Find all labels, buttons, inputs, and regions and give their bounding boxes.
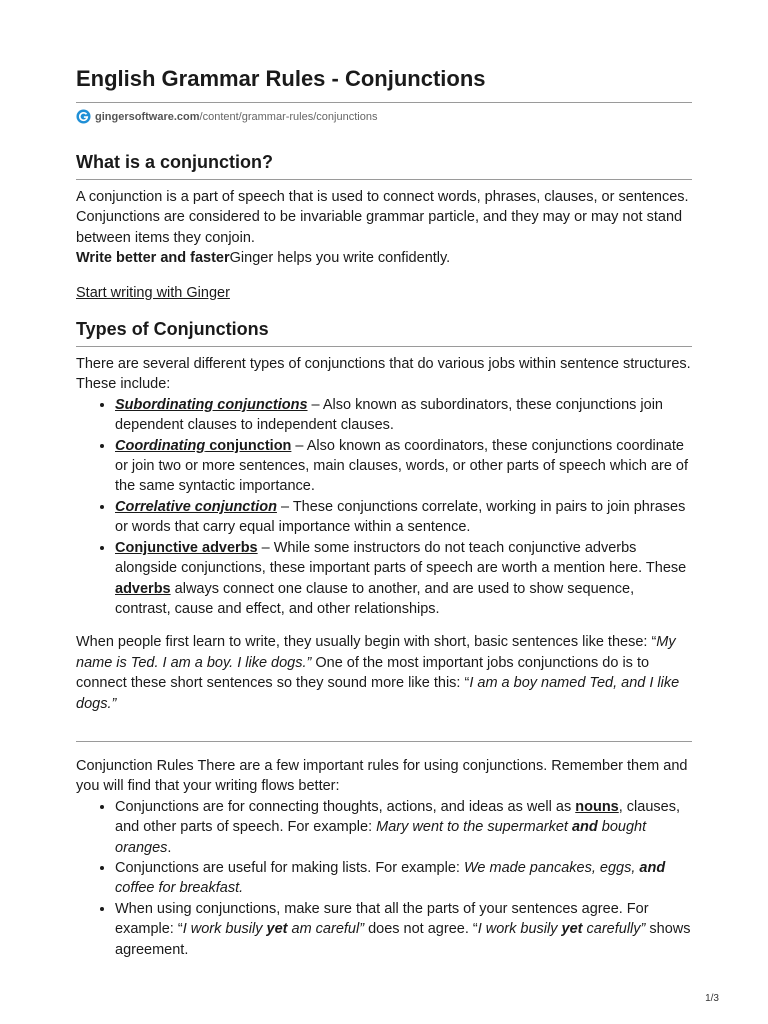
term-link[interactable]: Correlative conjunction bbox=[115, 498, 277, 515]
rules-list bbox=[76, 797, 692, 960]
promo-bold: Write better and faster bbox=[76, 250, 230, 267]
page-title: English Grammar Rules - Conjunctions bbox=[76, 64, 692, 103]
heading-what-is-conjunction: What is a conjunction? bbox=[76, 150, 692, 180]
term-link[interactable]: Subordinating conjunctions bbox=[115, 396, 308, 413]
term-link[interactable]: Conjunctive adverbs bbox=[115, 539, 258, 556]
page-number: 1/3 bbox=[705, 993, 719, 1004]
source-domain[interactable]: gingersoftware.com bbox=[95, 110, 200, 123]
term-link[interactable]: Coordinating bbox=[115, 437, 206, 454]
ginger-logo-icon bbox=[76, 109, 91, 124]
promo-line bbox=[76, 248, 692, 268]
promo-text: Ginger helps you write confidently. bbox=[229, 250, 451, 267]
example-paragraph: When people first learn to write, they usually begin with short, basic sentences like these: “My name is Ted. I am a boy. I like dogs.” One of the most important jobs conjunctions do is to connect these short sentences so they sound more like this: “I am a boy named Ted, and I like dogs.” bbox=[76, 634, 680, 712]
list-item: • Coordinating conjunction – Also known as coordinators, these conjunctions coordinate or join two or more sentences, main clauses, words, or other parts of speech which are of the same syntactic importance. bbox=[115, 436, 692, 497]
definition-paragraph: A conjunction is a part of speech that is used to connect words, phrases, clauses, or sentences. Conjunctions are considered to be invariable grammar particle, and they may or may not stand between items they conjoin. bbox=[76, 189, 689, 246]
heading-types-of-conjunctions: Types of Conjunctions bbox=[76, 317, 692, 347]
divider bbox=[76, 741, 692, 742]
start-writing-link[interactable]: Start writing with Ginger bbox=[76, 284, 230, 301]
list-item: • Conjunctions are for connecting thoughts, actions, and ideas as well as nouns, clauses, and other parts of speech. For example: Mary went to the supermarket and bought oranges. bbox=[115, 797, 692, 858]
list-item: • When using conjunctions, make sure that all the parts of your sentences agree. For example: “I work busily yet am careful” does not agree. “I work busily yet carefully” shows agreement. bbox=[115, 899, 692, 960]
types-list bbox=[76, 395, 692, 619]
list-item: • Conjunctive adverbs – While some instructors do not teach conjunctive adverbs alongside conjunctions, these important parts of speech are worth a mention here. These adverbs always connect one clause to another, and are used to show sequence, contrast, cause and effect, and other relationships. bbox=[115, 538, 692, 620]
term-link[interactable]: conjunction bbox=[205, 437, 292, 454]
term-link[interactable]: nouns bbox=[575, 798, 619, 815]
list-item: • Subordinating conjunctions – Also known as subordinators, these conjunctions join dependent clauses to independent clauses. bbox=[115, 395, 692, 436]
document-page bbox=[76, 64, 692, 960]
rules-intro: Conjunction Rules There are a few important rules for using conjunctions. Remember them and you will find that your writing flows better: bbox=[76, 757, 688, 795]
list-item: • Correlative conjunction – These conjunctions correlate, working in pairs to join phrases or words that carry equal importance within a sentence. bbox=[115, 497, 692, 538]
types-intro: There are several different types of conjunctions that do various jobs within sentence structures. These include: bbox=[76, 356, 691, 393]
source-url[interactable] bbox=[76, 108, 692, 125]
term-link[interactable]: adverbs bbox=[115, 580, 171, 597]
source-path[interactable]: /content/grammar-rules/conjunctions bbox=[199, 110, 378, 123]
list-item: • Conjunctions are useful for making lists. For example: We made pancakes, eggs, and coffee for breakfast. bbox=[115, 858, 692, 899]
